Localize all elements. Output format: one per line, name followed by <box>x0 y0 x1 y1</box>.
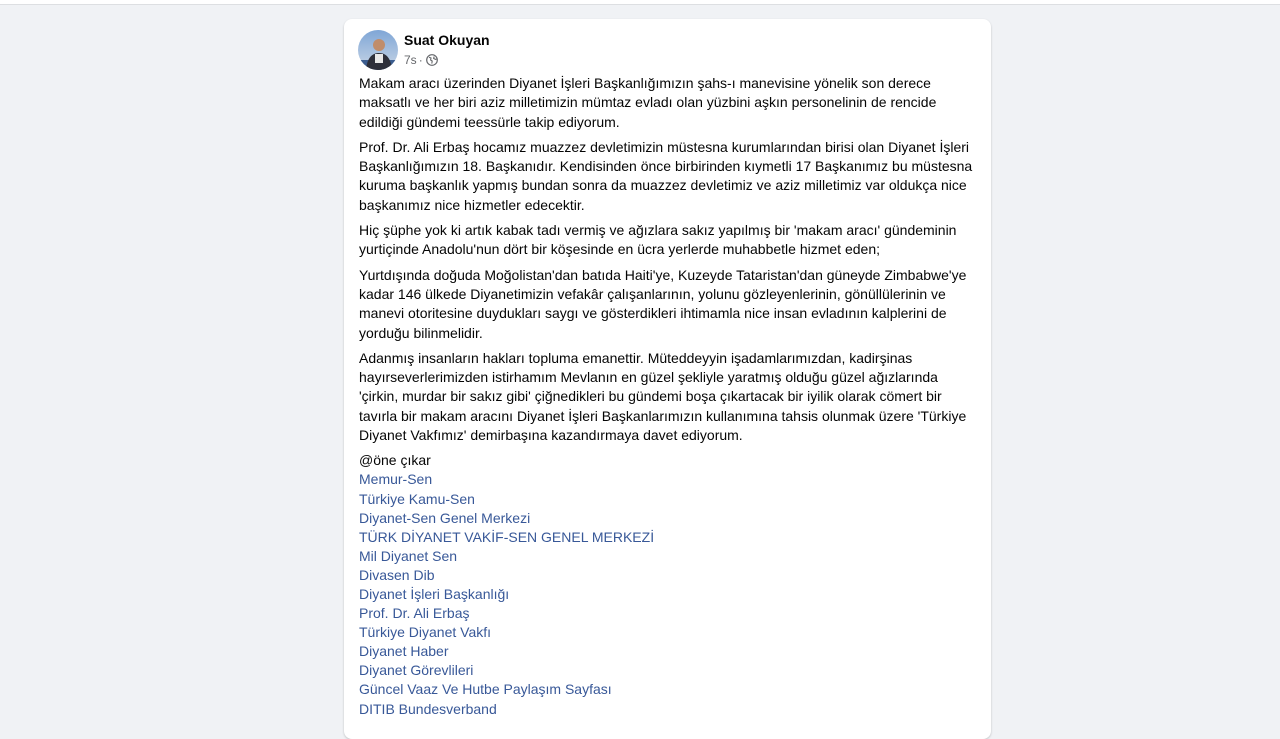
post-card <box>344 19 991 739</box>
mention-link[interactable]: Diyanet Görevlileri <box>359 662 474 679</box>
mention-link[interactable]: Mil Diyanet Sen <box>359 547 458 564</box>
meta-separator: · <box>418 53 423 67</box>
post-meta <box>404 52 438 68</box>
globe-icon[interactable] <box>426 54 438 66</box>
top-bar <box>0 0 1280 5</box>
post-paragraph: Prof. Dr. Ali Erbaş hocamız muazzez devletimizin müstesna kurumlarından birisi olan Diyanet İşleri Başkanlığımızın 18. Başkanıdır. Kendisinden önce birbirinden kıymetli 17 Başkanımız bu müstesna kuruma başkanlık yapmış bundan sonra da muazzez devletimiz ve aziz milletimiz var oldukça nice başkanımız nice hizmetler edecektir. <box>359 138 973 213</box>
author-avatar[interactable] <box>358 30 398 70</box>
mention-list <box>359 451 979 718</box>
mention-link[interactable]: Güncel Vaaz Ve Hutbe Paylaşım Sayfası <box>359 681 612 698</box>
mention-link[interactable]: Türkiye Kamu-Sen <box>359 490 475 507</box>
post-paragraph: Makam aracı üzerinden Diyanet İşleri Başkanlığımızın şahs-ı manevisine yönelik son derece maksatlı ve her biri aziz milletimizin mümtaz evladı olan yüzbini aşkın personelinin de rencide edildiği gündemi teessürle takip ediyorum. <box>359 75 937 130</box>
post-timestamp[interactable]: 7s <box>404 53 417 67</box>
post-header <box>358 30 958 70</box>
post-body <box>359 74 979 719</box>
highlight-tag: @öne çıkar <box>359 452 431 469</box>
mention-link[interactable]: TÜRK DİYANET VAKİF-SEN GENEL MERKEZİ <box>359 528 655 545</box>
mention-link[interactable]: Diyanet-Sen Genel Merkezi <box>359 509 531 526</box>
post-paragraph: Hiç şüphe yok ki artık kabak tadı vermiş ve ağızlara sakız yapılmış bir 'makam aracı' gündeminin yurtiçinde Anadolu'nun dört bir köşesinde en ücra yerlerde muhabbetle hizmet eden; <box>359 222 957 258</box>
mention-link[interactable]: Prof. Dr. Ali Erbaş <box>359 605 470 622</box>
mention-link[interactable]: Memur-Sen <box>359 471 433 488</box>
mention-link[interactable]: Türkiye Diyanet Vakfı <box>359 624 492 641</box>
mention-link[interactable]: DITIB Bundesverband <box>359 700 497 717</box>
post-paragraph: Adanmış insanların hakları topluma emanettir. Müteddeyyin işadamlarımızdan, kadirşinas hayırseverlerimizden istirhamım Mevlanın en güzel şekliyle yaratmış olduğu güzel ağızlarında 'çirkin, murdar bir sakız gibi' çiğnedikleri bu gündemi boşa çıkartacak bir iyilik olarak cömert bir tavırla bir makam aracını Diyanet İşleri Başkanlarımızın kullanımına tahsis olunmak üzere 'Türkiye Diyanet Vakfımız' demirbaşına kazandırmaya davet ediyorum. <box>359 349 967 444</box>
mention-link[interactable]: Diyanet İşleri Başkanlığı <box>359 586 510 602</box>
mention-link[interactable]: Divasen Dib <box>359 566 435 583</box>
mention-link[interactable]: Diyanet Haber <box>359 643 449 660</box>
post-paragraph: Yurtdışında doğuda Moğolistan'dan batıda Haiti'ye, Kuzeyde Tataristan'dan güneyde Zimbabwe'ye kadar 146 ülkede Diyanetimizin vefakâr çalışanlarının, yolunu gözleyenlerinin, gönüllülerinin ve manevi otoritesine duydukları saygı ve gösterdikleri ihtimamla nice insan evladının kalplerini de yorduğu bilinmelidir. <box>359 266 967 341</box>
author-name[interactable]: Suat Okuyan <box>404 32 490 48</box>
